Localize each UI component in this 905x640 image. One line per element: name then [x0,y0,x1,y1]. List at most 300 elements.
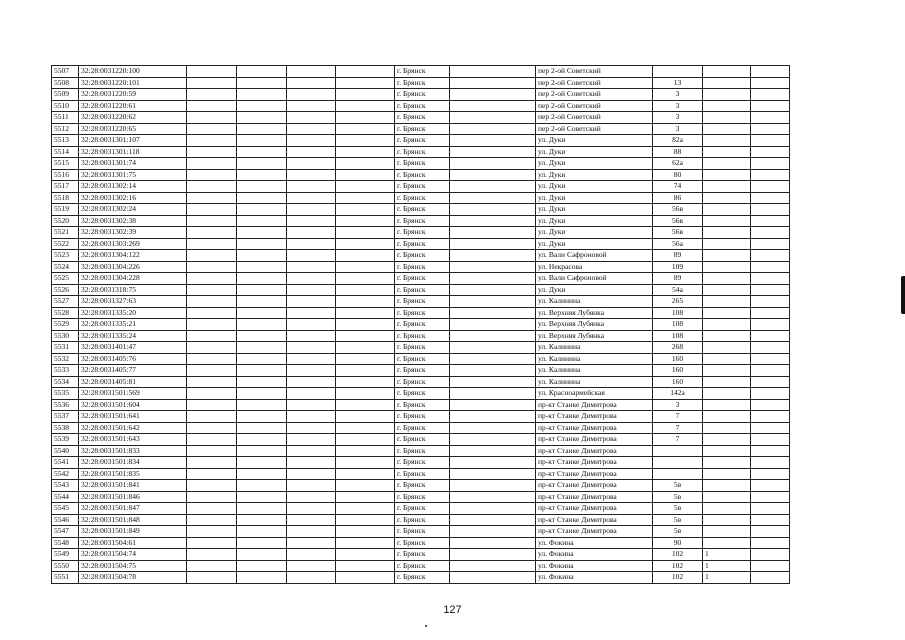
empty-cell [450,215,536,227]
empty-cell [237,296,287,308]
empty-cell [450,457,536,469]
empty-cell [336,112,395,124]
empty-cell [287,503,336,515]
empty-cell [187,135,237,147]
row-number-cell: 5536 [52,399,79,411]
empty-cell [751,273,790,285]
house-number-cell: 56в [653,215,703,227]
empty-cell [287,123,336,135]
house-number-cell: 54а [653,284,703,296]
cadastral-number-cell: 32:28:0031301:107 [79,135,187,147]
empty-cell [751,491,790,503]
empty-cell [751,457,790,469]
cadastral-table [51,65,790,584]
empty-cell [237,491,287,503]
empty-cell [187,365,237,377]
table-row [52,123,790,135]
row-number-cell: 5512 [52,123,79,135]
house-number-cell: 88 [653,146,703,158]
city-cell: г. Брянск [395,503,450,515]
city-cell: г. Брянск [395,468,450,480]
empty-cell [287,457,336,469]
house-number-cell: 3 [653,100,703,112]
table-row [52,549,790,561]
city-cell: г. Брянск [395,112,450,124]
empty-cell [751,526,790,538]
building-cell [703,353,751,365]
cadastral-number-cell: 32:28:0031220:62 [79,112,187,124]
table-row [52,250,790,262]
house-number-cell: 13 [653,77,703,89]
street-cell: пер 2-ой Советский [536,77,653,89]
row-number-cell: 5550 [52,560,79,572]
empty-cell [336,560,395,572]
empty-cell [287,77,336,89]
house-number-cell: 56в [653,227,703,239]
street-cell: ул. Некрасова [536,261,653,273]
city-cell: г. Брянск [395,388,450,400]
cadastral-number-cell: 32:28:0031504:61 [79,537,187,549]
house-number-cell: 3 [653,89,703,101]
empty-cell [450,100,536,112]
row-number-cell: 5533 [52,365,79,377]
building-cell [703,468,751,480]
empty-cell [237,411,287,423]
table-row [52,353,790,365]
empty-cell [450,560,536,572]
empty-cell [751,445,790,457]
house-number-cell: 82а [653,135,703,147]
city-cell: г. Брянск [395,261,450,273]
empty-cell [237,468,287,480]
street-cell: ул. Фокина [536,560,653,572]
empty-cell [450,204,536,216]
empty-cell [237,181,287,193]
empty-cell [336,445,395,457]
city-cell: г. Брянск [395,365,450,377]
city-cell: г. Брянск [395,480,450,492]
cadastral-number-cell: 32:28:0031302:38 [79,215,187,227]
table-row [52,399,790,411]
building-cell [703,89,751,101]
building-cell [703,457,751,469]
table-row [52,169,790,181]
empty-cell [450,480,536,492]
row-number-cell: 5541 [52,457,79,469]
city-cell: г. Брянск [395,89,450,101]
empty-cell [287,526,336,538]
city-cell: г. Брянск [395,296,450,308]
empty-cell [450,422,536,434]
city-cell: г. Брянск [395,434,450,446]
building-cell [703,123,751,135]
empty-cell [187,330,237,342]
building-cell: 1 [703,560,751,572]
row-number-cell: 5549 [52,549,79,561]
city-cell: г. Брянск [395,549,450,561]
empty-cell [187,158,237,170]
table-row [52,100,790,112]
building-cell [703,491,751,503]
empty-cell [237,342,287,354]
table-row [52,330,790,342]
city-cell: г. Брянск [395,284,450,296]
empty-cell [287,112,336,124]
empty-cell [450,112,536,124]
table-row [52,503,790,515]
empty-cell [336,330,395,342]
city-cell: г. Брянск [395,376,450,388]
empty-cell [336,572,395,584]
empty-cell [450,146,536,158]
empty-cell [237,158,287,170]
street-cell: пр-кт Станке Димитрова [536,445,653,457]
street-cell: пр-кт Станке Димитрова [536,457,653,469]
building-cell [703,215,751,227]
table-row [52,434,790,446]
empty-cell [237,146,287,158]
empty-cell [287,181,336,193]
house-number-cell: 142а [653,388,703,400]
empty-cell [187,457,237,469]
empty-cell [336,123,395,135]
table-row [52,480,790,492]
building-cell: 1 [703,572,751,584]
cadastral-number-cell: 32:28:0031327:63 [79,296,187,308]
empty-cell [450,434,536,446]
empty-cell [751,307,790,319]
table-row [52,468,790,480]
table-row [52,273,790,285]
building-cell [703,480,751,492]
row-number-cell: 5514 [52,146,79,158]
row-number-cell: 5539 [52,434,79,446]
empty-cell [751,503,790,515]
empty-cell [187,549,237,561]
empty-cell [751,227,790,239]
empty-cell [237,89,287,101]
empty-cell [336,146,395,158]
row-number-cell: 5538 [52,422,79,434]
empty-cell [751,422,790,434]
building-cell [703,77,751,89]
empty-cell [237,215,287,227]
empty-cell [237,353,287,365]
empty-cell [450,445,536,457]
table-row [52,146,790,158]
row-number-cell: 5508 [52,77,79,89]
empty-cell [450,468,536,480]
building-cell [703,388,751,400]
empty-cell [187,434,237,446]
empty-cell [450,250,536,262]
empty-cell [450,503,536,515]
street-cell: ул. Дуки [536,158,653,170]
empty-cell [187,296,237,308]
empty-cell [187,526,237,538]
building-cell [703,376,751,388]
empty-cell [287,227,336,239]
empty-cell [237,572,287,584]
city-cell: г. Брянск [395,204,450,216]
table-row [52,261,790,273]
building-cell [703,342,751,354]
building-cell [703,526,751,538]
house-number-cell: 109 [653,261,703,273]
empty-cell [187,284,237,296]
street-cell: пр-кт Станке Димитрова [536,514,653,526]
empty-cell [187,572,237,584]
empty-cell [336,261,395,273]
empty-cell [751,169,790,181]
building-cell [703,296,751,308]
cadastral-number-cell: 32:28:0031401:47 [79,342,187,354]
table-row [52,457,790,469]
table-row [52,411,790,423]
empty-cell [336,273,395,285]
city-cell: г. Брянск [395,146,450,158]
empty-cell [237,307,287,319]
city-cell: г. Брянск [395,181,450,193]
cadastral-number-cell: 32:28:0031302:16 [79,192,187,204]
empty-cell [450,296,536,308]
empty-cell [237,399,287,411]
empty-cell [751,376,790,388]
empty-cell [237,330,287,342]
house-number-cell: 265 [653,296,703,308]
street-cell: ул. Фокина [536,549,653,561]
binder-edge-mark [901,276,905,314]
empty-cell [187,66,237,78]
empty-cell [187,123,237,135]
street-cell: ул. Дуки [536,146,653,158]
empty-cell [187,480,237,492]
empty-cell [336,135,395,147]
house-number-cell: 7 [653,411,703,423]
table-row [52,537,790,549]
empty-cell [450,411,536,423]
table-row [52,158,790,170]
table-row [52,342,790,354]
empty-cell [287,296,336,308]
empty-cell [450,238,536,250]
empty-cell [450,181,536,193]
row-number-cell: 5518 [52,192,79,204]
building-cell [703,181,751,193]
empty-cell [187,112,237,124]
empty-cell [187,353,237,365]
empty-cell [187,388,237,400]
house-number-cell [653,468,703,480]
street-cell: ул. Дуки [536,284,653,296]
empty-cell [187,411,237,423]
city-cell: г. Брянск [395,192,450,204]
empty-cell [751,261,790,273]
house-number-cell: 108 [653,319,703,331]
empty-cell [287,192,336,204]
table-row [52,112,790,124]
table-row [52,227,790,239]
row-number-cell: 5517 [52,181,79,193]
empty-cell [336,491,395,503]
house-number-cell: 5в [653,503,703,515]
city-cell: г. Брянск [395,158,450,170]
table-row [52,66,790,78]
building-cell [703,422,751,434]
cadastral-number-cell: 32:28:0031405:76 [79,353,187,365]
city-cell: г. Брянск [395,100,450,112]
street-cell: ул. Калинина [536,353,653,365]
street-cell: ул. Дуки [536,135,653,147]
empty-cell [751,330,790,342]
empty-cell [336,503,395,515]
empty-cell [336,468,395,480]
house-number-cell: 56а [653,238,703,250]
empty-cell [187,307,237,319]
empty-cell [287,250,336,262]
empty-cell [287,319,336,331]
empty-cell [187,491,237,503]
building-cell [703,66,751,78]
cadastral-number-cell: 32:28:0031501:643 [79,434,187,446]
building-cell [703,411,751,423]
building-cell [703,192,751,204]
building-cell [703,273,751,285]
cadastral-number-cell: 32:28:0031220:61 [79,100,187,112]
empty-cell [336,250,395,262]
row-number-cell: 5523 [52,250,79,262]
empty-cell [450,273,536,285]
house-number-cell: 5в [653,514,703,526]
empty-cell [237,238,287,250]
empty-cell [751,411,790,423]
row-number-cell: 5516 [52,169,79,181]
row-number-cell: 5521 [52,227,79,239]
empty-cell [287,353,336,365]
empty-cell [336,227,395,239]
empty-cell [237,77,287,89]
empty-cell [187,445,237,457]
empty-cell [237,123,287,135]
house-number-cell [653,445,703,457]
building-cell [703,319,751,331]
house-number-cell: 86 [653,192,703,204]
city-cell: г. Брянск [395,66,450,78]
street-cell: ул. Фокина [536,537,653,549]
empty-cell [450,376,536,388]
street-cell: пр-кт Станке Димитрова [536,411,653,423]
empty-cell [287,434,336,446]
empty-cell [287,307,336,319]
row-number-cell: 5544 [52,491,79,503]
city-cell: г. Брянск [395,77,450,89]
cadastral-number-cell: 32:28:0031501:604 [79,399,187,411]
street-cell: ул. Калинина [536,296,653,308]
empty-cell [287,158,336,170]
empty-cell [237,445,287,457]
row-number-cell: 5543 [52,480,79,492]
cadastral-number-cell: 32:28:0031220:100 [79,66,187,78]
house-number-cell: 90 [653,537,703,549]
empty-cell [450,66,536,78]
empty-cell [237,112,287,124]
empty-cell [187,468,237,480]
building-cell [703,227,751,239]
empty-cell [187,319,237,331]
cadastral-number-cell: 32:28:0031304:228 [79,273,187,285]
house-number-cell: 3 [653,399,703,411]
empty-cell [751,319,790,331]
empty-cell [751,399,790,411]
empty-cell [187,204,237,216]
empty-cell [450,491,536,503]
empty-cell [187,399,237,411]
empty-cell [187,146,237,158]
building-cell [703,250,751,262]
empty-cell [751,572,790,584]
table-row [52,445,790,457]
city-cell: г. Брянск [395,411,450,423]
empty-cell [751,296,790,308]
row-number-cell: 5527 [52,296,79,308]
empty-cell [336,100,395,112]
cadastral-number-cell: 32:28:0031335:21 [79,319,187,331]
house-number-cell: 108 [653,330,703,342]
house-number-cell: 5в [653,526,703,538]
row-number-cell: 5526 [52,284,79,296]
row-number-cell: 5515 [52,158,79,170]
empty-cell [450,342,536,354]
empty-cell [336,365,395,377]
city-cell: г. Брянск [395,342,450,354]
empty-cell [237,135,287,147]
city-cell: г. Брянск [395,307,450,319]
scan-speck [425,625,427,627]
house-number-cell: 56в [653,204,703,216]
city-cell: г. Брянск [395,572,450,584]
street-cell: пр-кт Станке Димитрова [536,468,653,480]
table-row [52,135,790,147]
empty-cell [336,376,395,388]
building-cell [703,204,751,216]
house-number-cell: 62а [653,158,703,170]
street-cell: ул. Дуки [536,215,653,227]
street-cell: ул. Дуки [536,181,653,193]
street-cell: пр-кт Станке Димитрова [536,399,653,411]
empty-cell [751,123,790,135]
empty-cell [751,468,790,480]
empty-cell [450,365,536,377]
city-cell: г. Брянск [395,238,450,250]
cadastral-number-cell: 32:28:0031504:75 [79,560,187,572]
row-number-cell: 5545 [52,503,79,515]
empty-cell [751,146,790,158]
empty-cell [287,100,336,112]
empty-cell [287,399,336,411]
empty-cell [187,422,237,434]
empty-cell [450,192,536,204]
empty-cell [336,307,395,319]
street-cell: пр-кт Станке Димитрова [536,503,653,515]
empty-cell [336,411,395,423]
empty-cell [287,365,336,377]
cadastral-number-cell: 32:28:0031335:24 [79,330,187,342]
street-cell: ул. Калинина [536,342,653,354]
empty-cell [237,284,287,296]
empty-cell [287,204,336,216]
empty-cell [450,261,536,273]
empty-cell [287,238,336,250]
